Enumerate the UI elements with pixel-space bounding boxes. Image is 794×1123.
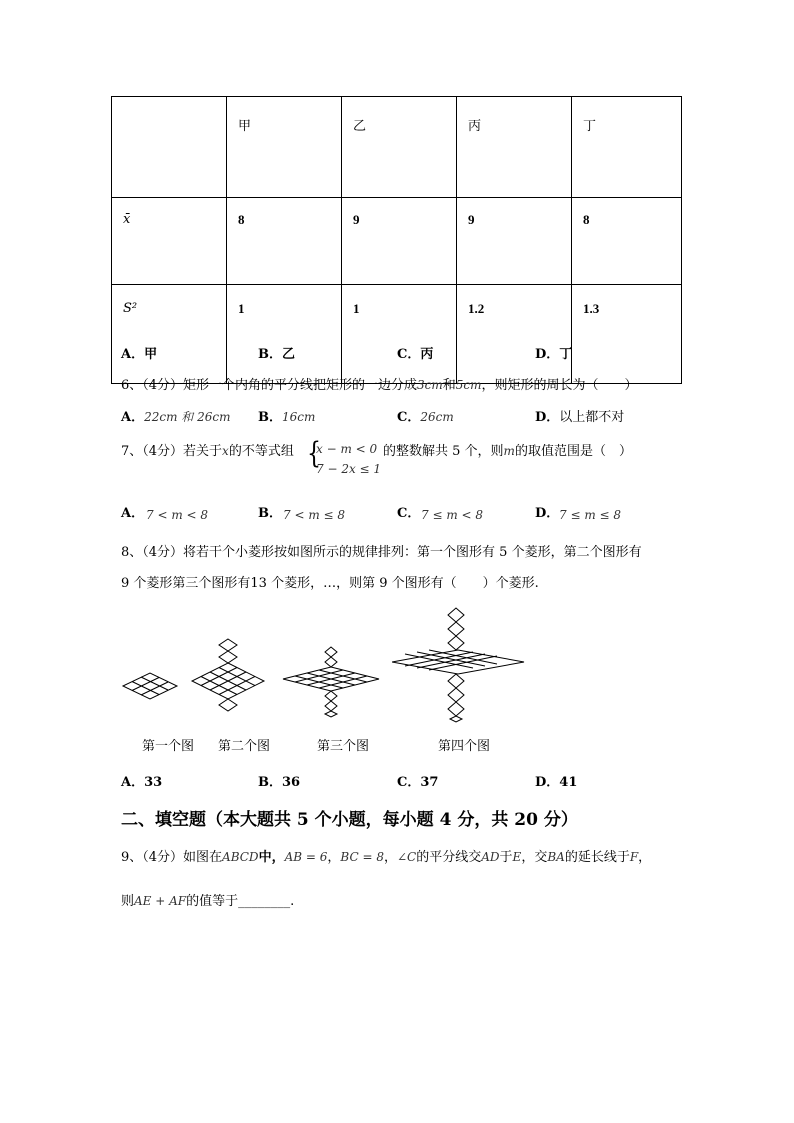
q7-ineq-2: 7 − 2x ≤ 1 — [316, 462, 382, 476]
q6-option-a[interactable] — [121, 406, 230, 425]
q7-var-x: x — [222, 444, 229, 458]
q9-math: ABCD — [222, 850, 259, 864]
q7-option-a[interactable] — [121, 502, 144, 521]
q9-text: 的平分线交 — [416, 850, 482, 865]
table-row-label: x̄ — [112, 198, 227, 285]
section-heading-fill-in: 二、填空题（本大题共 5 个小题，每小题 4 分，共 20 分） — [121, 810, 578, 830]
brace-icon: { — [307, 438, 321, 471]
table-cell: 9 — [457, 198, 572, 285]
q9-text: 则 — [121, 894, 135, 909]
q7-option-c[interactable] — [397, 502, 420, 521]
q9-math: BC = 8 — [340, 850, 384, 864]
q8-option-c[interactable]: C．37 — [397, 775, 439, 790]
statistics-table — [111, 96, 682, 384]
option-letter: D． — [535, 506, 560, 521]
q6-prefix: 6、（4分）矩形一个内角的平分线把矩形的一边分成 — [121, 378, 418, 393]
q7-option-b[interactable] — [258, 502, 282, 521]
rhombus-figure-2 — [188, 637, 268, 713]
table-cell: 9 — [342, 198, 457, 285]
q9-text: 的延长线于 — [564, 850, 630, 865]
q6-suffix: ，则矩形的周长为（ ） — [481, 378, 638, 393]
option-letter: B． — [258, 410, 282, 425]
q6-option-d[interactable] — [535, 406, 624, 425]
q9-text: 中， — [258, 850, 285, 865]
q9-math: BA — [547, 850, 565, 864]
option-text: 以上都不对 — [559, 410, 625, 425]
option-letter: C． — [397, 506, 421, 521]
question-9-line-2 — [121, 890, 294, 909]
question-7 — [121, 440, 294, 459]
question-8-line-1: 8、（4分）将若干个小菱形按如图所示的规律排列：第一个图形有 5 个菱形，第二个图形有 — [121, 545, 642, 560]
q9-math: AD — [481, 850, 500, 864]
q6-math-1: 3cm — [417, 378, 443, 392]
table-header-cell: 丙 — [457, 97, 572, 198]
table-header-cell — [112, 97, 227, 198]
q9-math: F — [629, 850, 639, 864]
q9-text: 于 — [499, 850, 513, 865]
q7-mid2: 的整数解共 5 个，则 — [383, 444, 504, 459]
question-8-line-2: 9 个菱形第三个图形有13 个菱形，…，则第 9 个图形有（ ）个菱形. — [121, 576, 539, 591]
q7-mid: 的不等式组 — [228, 444, 294, 459]
option-letter: A． — [121, 506, 145, 521]
q7-tail — [383, 440, 632, 459]
figure-caption-1: 第一个图 — [142, 739, 195, 754]
q8-option-b[interactable]: B．36 — [258, 775, 301, 790]
q9-text: ， — [638, 850, 652, 865]
table-cell: 1 — [227, 285, 342, 384]
q9-math: E — [512, 850, 522, 864]
q7-var-m: m — [503, 444, 515, 458]
table-header-cell: 丁 — [572, 97, 682, 198]
table-header-cell: 甲 — [227, 97, 342, 198]
q9-text: 9、（4分）如图在 — [121, 850, 223, 865]
table-cell: 8 — [227, 198, 342, 285]
q7-option-d[interactable] — [535, 502, 559, 521]
rhombus-figure-4 — [392, 606, 526, 724]
q5-option-d[interactable]: D．丁 — [535, 347, 573, 362]
q7-option-a-text: 7 < m < 8 — [146, 508, 209, 522]
q9-math: AB = 6 — [284, 850, 328, 864]
table-cell: 1.3 — [572, 285, 682, 384]
table-row-variance — [112, 285, 682, 384]
q7-suffix: 的取值范围是（ ） — [514, 444, 632, 459]
table-header-cell: 乙 — [342, 97, 457, 198]
table-cell: 8 — [572, 198, 682, 285]
option-letter: C． — [397, 410, 421, 425]
table-row-mean — [112, 198, 682, 285]
q9-text: ， — [383, 850, 397, 865]
figure-caption-2: 第二个图 — [218, 739, 271, 754]
q6-option-b[interactable] — [258, 406, 315, 425]
answer-blank[interactable]: 的值等于________. — [186, 894, 295, 909]
q5-option-b[interactable]: B．乙 — [258, 347, 295, 362]
q7-option-b-text: 7 < m ≤ 8 — [283, 508, 346, 522]
q9-text: ， — [327, 850, 341, 865]
q9-math: AE + AF — [134, 894, 187, 908]
q5-option-c[interactable]: C．丙 — [397, 347, 434, 362]
q8-option-a[interactable]: A．33 — [121, 775, 163, 790]
q6-math-2: 5cm — [455, 378, 482, 392]
figure-caption-3: 第三个图 — [317, 739, 370, 754]
question-9-line-1 — [121, 846, 651, 865]
figure-caption-4: 第四个图 — [438, 739, 491, 754]
q8-option-d[interactable]: D．41 — [535, 775, 578, 790]
q9-math: ∠C — [396, 850, 417, 864]
rhombus-figure-1 — [120, 670, 180, 702]
q7-option-d-text: 7 ≤ m ≤ 8 — [559, 508, 622, 522]
option-letter: B． — [258, 506, 282, 521]
table-header-row — [112, 97, 682, 198]
option-letter: D． — [535, 410, 560, 425]
q9-text: ，交 — [521, 850, 548, 865]
q6-mid: 和 — [442, 378, 456, 393]
q7-ineq-1: x − m < 0 — [316, 442, 378, 456]
q5-option-a[interactable]: A．甲 — [121, 347, 158, 362]
rhombus-figure-3 — [279, 645, 383, 719]
q6-option-c[interactable] — [397, 406, 454, 425]
option-text: 26cm — [420, 410, 454, 424]
q7-option-c-text: 7 ≤ m < 8 — [421, 508, 484, 522]
option-text: 16cm — [282, 410, 316, 424]
table-cell: 1.2 — [457, 285, 572, 384]
option-text: 22cm 和 26cm — [144, 410, 231, 424]
question-6 — [121, 374, 638, 393]
table-cell: 1 — [342, 285, 457, 384]
table-row-label: S² — [112, 285, 227, 384]
q7-prefix: 7、（4分）若关于 — [121, 444, 223, 459]
option-letter: A． — [121, 410, 145, 425]
